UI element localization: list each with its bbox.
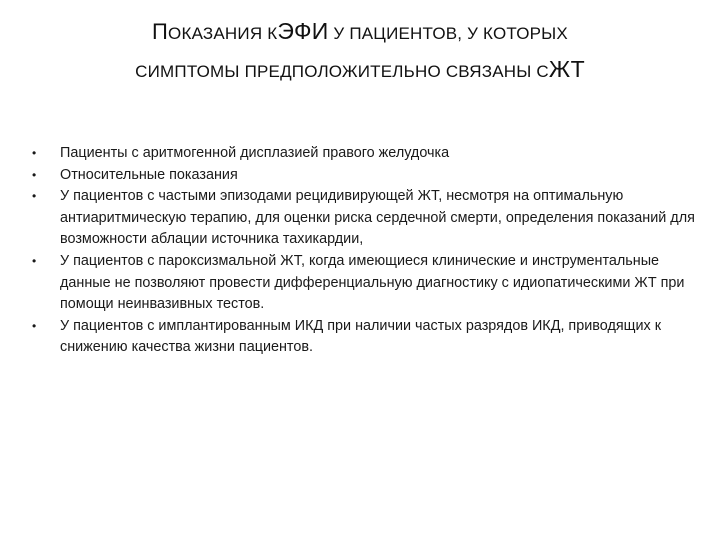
title-text-part: ОКАЗАНИЯ К: [168, 24, 278, 43]
list-item: [28, 251, 700, 316]
title-text-part: СИМПТОМЫ ПРЕДПОЛОЖИТЕЛЬНО СВЯЗАНЫ С: [135, 62, 549, 81]
list-item-text: У пациентов с частыми эпизодами рецидивирующей ЖТ, несмотря на оптимальную антиаритмическую терапию, для оценки риска сердечной смерти, определения показаний для возможности аблации источника тахикардии,: [60, 188, 695, 248]
list-item-text: Относительные показания: [60, 166, 238, 183]
title-initial-letter: П: [152, 19, 169, 44]
bullet-icon: •: [32, 146, 37, 160]
bullet-icon: •: [32, 318, 37, 333]
list-item-text: У пациентов с пароксизмальной ЖТ, когда имеющиеся клинические и инструментальные данные не позволяют провести дифференциальную диагностику с идиопатическими ЖТ при помощи неинвазивных тестов.: [60, 252, 685, 313]
bullet-icon: •: [32, 253, 37, 268]
bullet-icon: •: [32, 167, 37, 182]
title-zht-abbr: ЖТ: [548, 56, 585, 82]
list-item: [28, 165, 700, 187]
list-item-text: Пациенты с аритмогенной дисплазией правого желудочка: [60, 145, 450, 161]
list-item: [28, 143, 700, 165]
title-line-2: [60, 52, 660, 90]
title-efi-abbr: ЭФИ: [277, 18, 329, 44]
indications-list: [28, 143, 700, 359]
list-item-text: У пациентов с имплантированным ИКД при наличии частых разрядов ИКД, приводящих к снижению качества жизни пациентов.: [60, 317, 661, 356]
list-item: [28, 186, 700, 251]
list-item: [28, 316, 700, 359]
title-line-1: [60, 14, 660, 52]
bullet-icon: •: [32, 189, 37, 204]
title-text-part: У ПАЦИЕНТОВ, У КОТОРЫХ: [328, 24, 568, 43]
slide-title: [60, 14, 660, 90]
